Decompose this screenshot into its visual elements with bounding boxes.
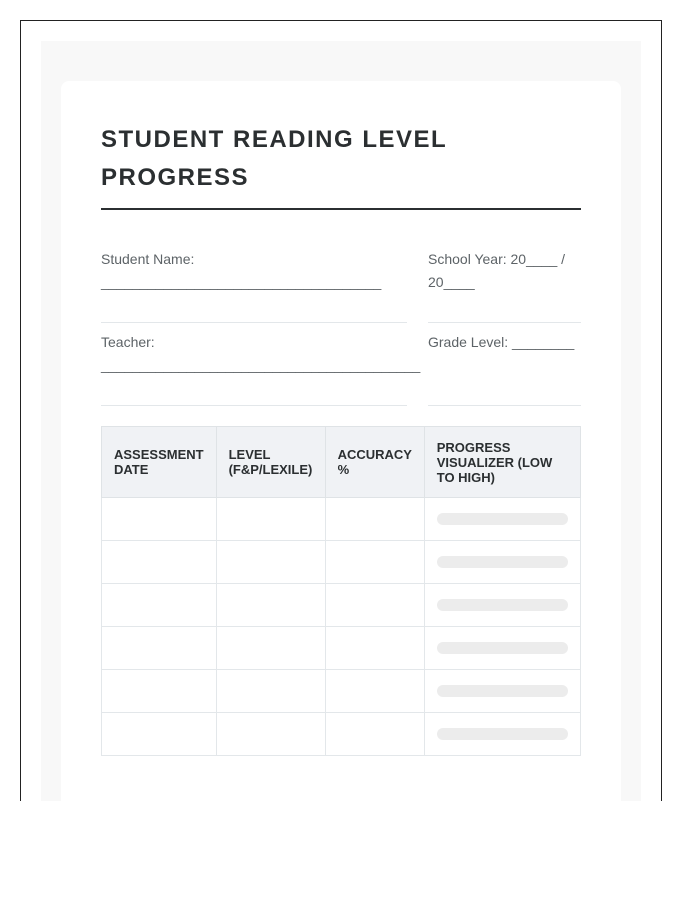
cell-progress xyxy=(424,627,580,670)
cell-accuracy[interactable] xyxy=(325,713,424,756)
teacher-field[interactable]: Teacher: _________________________________________ xyxy=(101,331,407,406)
table-row xyxy=(102,713,581,756)
progress-bar xyxy=(437,685,568,697)
cell-date[interactable] xyxy=(102,670,217,713)
cell-accuracy[interactable] xyxy=(325,541,424,584)
progress-bar xyxy=(437,599,568,611)
page-frame xyxy=(20,20,662,801)
table-row xyxy=(102,584,581,627)
cell-date[interactable] xyxy=(102,541,217,584)
page-title: STUDENT READING LEVEL PROGRESS xyxy=(101,126,447,191)
cell-progress xyxy=(424,498,580,541)
cell-accuracy[interactable] xyxy=(325,584,424,627)
student-name-field[interactable]: Student Name: ____________________________________ xyxy=(101,248,407,323)
cell-level[interactable] xyxy=(216,627,325,670)
header-progress-visualizer: PROGRESS VISUALIZER (LOW TO HIGH) xyxy=(424,427,580,498)
progress-bar xyxy=(437,513,568,525)
cell-level[interactable] xyxy=(216,541,325,584)
cell-date[interactable] xyxy=(102,627,217,670)
cell-level[interactable] xyxy=(216,584,325,627)
title-divider xyxy=(101,208,581,210)
progress-bar xyxy=(437,642,568,654)
table-row xyxy=(102,498,581,541)
cell-date[interactable] xyxy=(102,498,217,541)
cell-progress xyxy=(424,541,580,584)
grade-level-field[interactable]: Grade Level: ________ xyxy=(428,331,581,406)
worksheet-card xyxy=(61,81,621,801)
table-row xyxy=(102,670,581,713)
cell-level[interactable] xyxy=(216,713,325,756)
header-level: LEVEL (F&P/LEXILE) xyxy=(216,427,325,498)
cell-accuracy[interactable] xyxy=(325,670,424,713)
cell-date[interactable] xyxy=(102,713,217,756)
table-row xyxy=(102,541,581,584)
table-row xyxy=(102,627,581,670)
reading-progress-table xyxy=(101,426,581,756)
header-assessment-date: ASSESSMENT DATE xyxy=(102,427,217,498)
header-accuracy: ACCURACY % xyxy=(325,427,424,498)
cell-level[interactable] xyxy=(216,498,325,541)
progress-bar xyxy=(437,728,568,740)
cell-progress xyxy=(424,713,580,756)
school-year-field[interactable]: School Year: 20____ / 20____ xyxy=(428,248,581,323)
progress-bar xyxy=(437,556,568,568)
cell-progress xyxy=(424,584,580,627)
cell-accuracy[interactable] xyxy=(325,498,424,541)
cell-date[interactable] xyxy=(102,584,217,627)
cell-progress xyxy=(424,670,580,713)
cell-accuracy[interactable] xyxy=(325,627,424,670)
cell-level[interactable] xyxy=(216,670,325,713)
page-background xyxy=(41,41,641,801)
